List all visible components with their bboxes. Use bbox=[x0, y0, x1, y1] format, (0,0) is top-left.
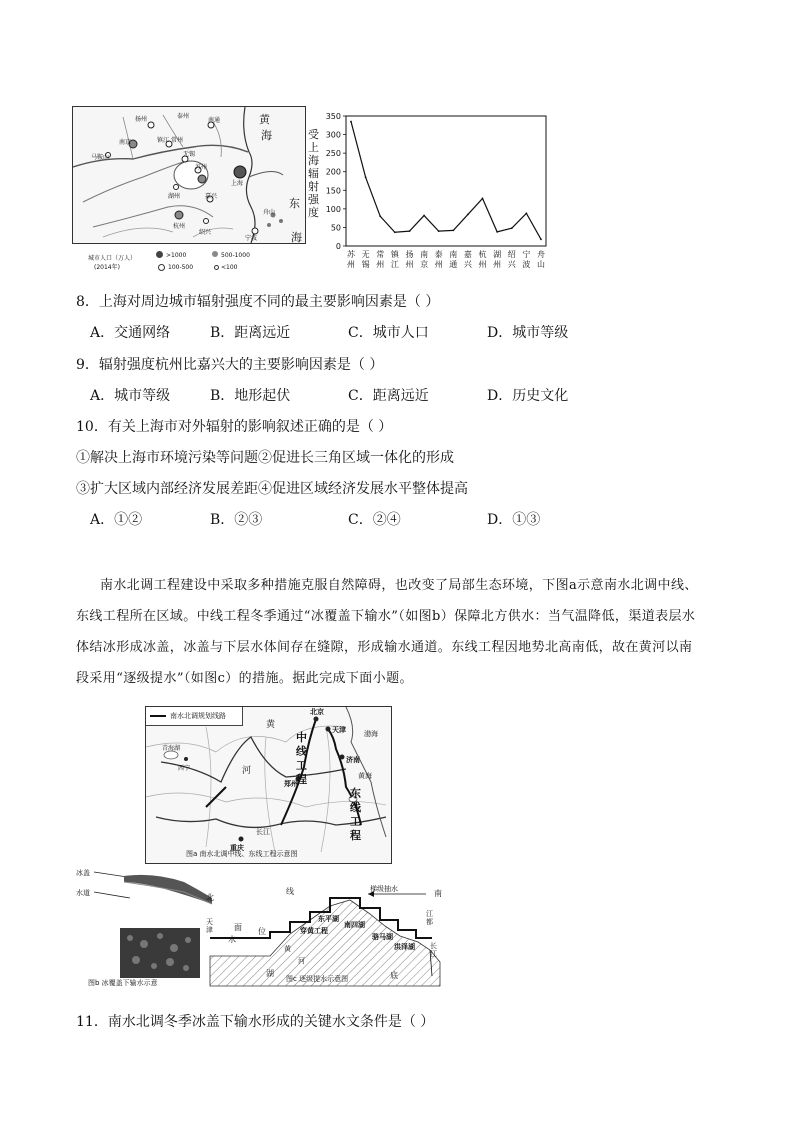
question-10-stem: 10．有关上海市对外辐射的影响叙述正确的是（ ） bbox=[76, 419, 393, 435]
chart-svg bbox=[306, 108, 556, 278]
water-diversion-map bbox=[145, 706, 392, 864]
x-tick-label: 镇 bbox=[390, 250, 399, 259]
question-10-statements-2: ③扩大区域内部经济发展差距④促进区域经济发展水平整体提高 bbox=[76, 481, 468, 497]
sea-label-hai2: 海 bbox=[291, 231, 302, 244]
x-tick-label: 通 bbox=[449, 260, 458, 269]
fig-c-label: 位 bbox=[258, 927, 266, 936]
map2-legend-label: 南水北调规划线路 bbox=[170, 712, 226, 720]
ice-label: 冰盖 bbox=[76, 869, 90, 877]
data-line bbox=[351, 122, 541, 240]
x-tick-label: 湖 bbox=[493, 250, 502, 259]
x-tick-label: 州 bbox=[347, 260, 355, 269]
x-tick-label: 泰 bbox=[434, 250, 443, 259]
fig-c-caption: 图c 逐级提水示意图 bbox=[286, 975, 349, 983]
q8-option-a[interactable]: A．交通网络 bbox=[90, 325, 171, 341]
q10-option-c[interactable]: C．②④ bbox=[348, 512, 401, 528]
passage-line-3: 体结冰形成冰盖，冰盖与下层水体间存在缝隙，形成输水通道。东线工程因地势北高南低，故在黄河以南 bbox=[76, 640, 693, 655]
legend-item: >1000 bbox=[166, 252, 187, 259]
q8-option-b[interactable]: B．距离远近 bbox=[210, 325, 291, 341]
y-tick-label: 350 bbox=[325, 112, 341, 121]
x-tick-label: 苏 bbox=[347, 250, 355, 259]
ice-cover-svg bbox=[74, 864, 214, 990]
x-tick-label: 南 bbox=[420, 250, 429, 259]
city-label: 上海 bbox=[231, 180, 244, 187]
q10-option-d[interactable]: D．①③ bbox=[487, 512, 541, 528]
y-tick-label: 200 bbox=[325, 167, 341, 177]
city-label: 绍兴 bbox=[199, 229, 212, 236]
fig-c-label: 长江 bbox=[430, 942, 437, 958]
fig-c-label: 洪泽湖 bbox=[394, 942, 415, 951]
x-tick-label: 州 bbox=[405, 260, 414, 269]
x-tick-label: 京 bbox=[420, 260, 429, 269]
city-label: 扬州 bbox=[135, 116, 148, 123]
q9-option-a[interactable]: A．城市等级 bbox=[90, 388, 171, 404]
city-label: 舟山 bbox=[263, 209, 276, 216]
chart-plot-frame bbox=[346, 116, 546, 246]
data-point bbox=[350, 121, 352, 123]
data-point bbox=[540, 238, 542, 240]
data-point bbox=[482, 198, 484, 200]
data-point bbox=[511, 227, 513, 229]
y-tick-label: 0 bbox=[335, 242, 341, 251]
data-point bbox=[467, 214, 469, 216]
q9-option-d[interactable]: D．历史文化 bbox=[487, 388, 569, 404]
y-tick-label: 300 bbox=[325, 130, 341, 140]
channel-label: 水道 bbox=[76, 889, 90, 897]
passage-line-1: 南水北调工程建设中采取多种措施克服自然障碍，也改变了局部生态环境，下图a示意南水北调中线、 bbox=[100, 578, 698, 593]
stepwise-lift-figure bbox=[200, 876, 452, 994]
legend-title: 城市人口（万人） bbox=[88, 255, 137, 262]
y-tick-label: 100 bbox=[325, 204, 341, 214]
fig-c-label: 底 bbox=[390, 971, 398, 980]
fig-c-label: 南四湖 bbox=[344, 920, 365, 929]
q9-option-c[interactable]: C．距离远近 bbox=[348, 388, 429, 404]
x-tick-label: 波 bbox=[522, 260, 531, 269]
x-tick-label: 兴 bbox=[507, 260, 516, 269]
city-label: 苏州 bbox=[195, 164, 208, 171]
yangtze-delta-map bbox=[72, 106, 306, 244]
map2-label: 济南 bbox=[346, 755, 360, 764]
map2-label: 天津 bbox=[332, 725, 346, 734]
q10-option-a[interactable]: A．①② bbox=[90, 512, 143, 528]
y-tick-label: 250 bbox=[325, 149, 341, 159]
legend-dot-tiny bbox=[214, 265, 219, 270]
x-tick-label: 无 bbox=[361, 250, 370, 259]
q8-option-d[interactable]: D．城市等级 bbox=[487, 325, 569, 341]
city-label: 南通 bbox=[208, 117, 221, 124]
city-label: 无锡 bbox=[183, 151, 196, 158]
city-label: 常州 bbox=[171, 137, 184, 144]
x-tick-label: 江 bbox=[390, 260, 399, 269]
map2-label: 重庆 bbox=[230, 843, 244, 852]
data-point bbox=[423, 215, 425, 217]
x-tick-label: 常 bbox=[376, 250, 385, 259]
map2-label: 郑州 bbox=[284, 779, 298, 788]
city-label: 嘉兴 bbox=[205, 193, 218, 200]
map2-label: 渤海 bbox=[364, 730, 378, 738]
ice-cover-figure bbox=[74, 864, 214, 990]
map2-label: 黄 bbox=[266, 720, 276, 730]
q9-option-b[interactable]: B．地形起伏 bbox=[210, 388, 291, 404]
data-point bbox=[379, 215, 381, 217]
city-label: 镇江 bbox=[157, 137, 170, 144]
fig-c-label: 湖 bbox=[266, 969, 274, 978]
map2-label: 河 bbox=[242, 766, 252, 776]
question-8-stem: 8．上海对周边城市辐射强度不同的最主要影响因素是（ ） bbox=[76, 294, 440, 310]
legend-item: 100-500 bbox=[168, 264, 194, 271]
chart-ylabel: 受上海辐射强度 bbox=[308, 128, 319, 219]
map2-caption: 图a 南水北调中线、东线工程示意图 bbox=[186, 850, 298, 858]
legend-dot-medium bbox=[212, 251, 218, 257]
sea-label-dong: 东 bbox=[289, 197, 300, 210]
fig-c-label: 穿黄工程 bbox=[300, 926, 328, 935]
data-point bbox=[496, 231, 498, 233]
question-10-statements-1: ①解决上海市环境污染等问题②促进长三角区域一体化的形成 bbox=[76, 450, 454, 466]
map2-label: 西宁 bbox=[178, 765, 191, 772]
x-tick-label: 舟 bbox=[537, 250, 545, 259]
data-point bbox=[409, 230, 411, 232]
map2-legend bbox=[146, 707, 243, 726]
question-11-stem: 11．南水北调冬季冰盖下输水形成的关键水文条件是（ ） bbox=[76, 1014, 435, 1030]
map2-label: 青海湖 bbox=[162, 745, 181, 752]
fig-c-label: 河 bbox=[298, 957, 305, 965]
x-tick-label: 州 bbox=[434, 260, 443, 269]
middle-route-label: 中线工程 bbox=[296, 731, 307, 786]
map2-label: 黄海 bbox=[358, 772, 372, 780]
x-tick-label: 扬 bbox=[405, 250, 414, 259]
fig-c-label: 江都 bbox=[426, 910, 433, 926]
passage-line-4: 段采用“逐级提水”（如图c）的措施。据此完成下面小题。 bbox=[76, 671, 413, 686]
city-label: 南京 bbox=[119, 139, 132, 146]
population-legend bbox=[88, 250, 308, 276]
sea-label-hai: 海 bbox=[261, 129, 272, 142]
eastern-route-label: 东线工程 bbox=[350, 787, 361, 842]
pump-label: 梯级抽水 bbox=[370, 885, 398, 893]
sea-label-yellow: 黄 bbox=[259, 113, 270, 126]
fig-c-label: 天津 bbox=[206, 918, 213, 934]
fig-b-caption: 图b 冰覆盖下输水示意 bbox=[88, 979, 158, 987]
data-point bbox=[394, 231, 396, 233]
y-tick-label: 50 bbox=[330, 223, 341, 233]
legend-dot-large bbox=[156, 251, 163, 258]
x-tick-label: 州 bbox=[493, 260, 502, 269]
x-tick-label: 兴 bbox=[463, 260, 472, 269]
question-9-stem: 9．辐射强度杭州比嘉兴大的主要影响因素是（ ） bbox=[76, 357, 384, 373]
city-label: 杭州 bbox=[173, 223, 186, 230]
south-label: 南 bbox=[434, 889, 442, 898]
fig-c-label: 骆马湖 bbox=[372, 932, 393, 941]
legend-year: (2014年) bbox=[94, 264, 120, 271]
city-label: 湖州 bbox=[168, 193, 181, 200]
x-tick-label: 山 bbox=[537, 260, 545, 269]
legend-item: 500-1000 bbox=[221, 252, 250, 259]
x-tick-label: 杭 bbox=[478, 250, 487, 259]
legend-dot-small bbox=[158, 264, 165, 271]
city-label: 泰州 bbox=[177, 113, 190, 120]
fig-c-label: 线 bbox=[286, 887, 294, 896]
data-point bbox=[525, 212, 527, 214]
fig-c-label: 面 bbox=[234, 923, 242, 932]
data-point bbox=[452, 230, 454, 232]
radiation-chart bbox=[306, 108, 556, 278]
fig-c-label: 水 bbox=[228, 935, 236, 944]
y-tick-label: 150 bbox=[325, 186, 341, 196]
map2-label: 北京 bbox=[310, 707, 324, 716]
q8-option-c[interactable]: C．城市人口 bbox=[348, 325, 429, 341]
data-point bbox=[438, 230, 440, 232]
x-tick-label: 州 bbox=[376, 260, 385, 269]
fig-c-label: 东平湖 bbox=[318, 914, 339, 923]
legend-item: <100 bbox=[221, 264, 238, 271]
route-line-swatch bbox=[150, 715, 166, 717]
city-label: 宁波 bbox=[245, 235, 258, 242]
data-point bbox=[365, 176, 367, 178]
x-tick-label: 南 bbox=[449, 250, 458, 259]
passage-line-2: 东线工程所在区域。中线工程冬季通过“冰覆盖下输水”（如图b）保障北方供水：当气温降低，渠道表层水 bbox=[76, 609, 696, 624]
x-tick-label: 嘉 bbox=[463, 250, 472, 259]
x-tick-label: 锡 bbox=[361, 260, 370, 269]
fig-c-label: 黄 bbox=[284, 945, 291, 953]
city-label: 马鞍山 bbox=[91, 154, 110, 161]
x-tick-label: 州 bbox=[478, 260, 487, 269]
map2-label: 长江 bbox=[256, 828, 270, 836]
north-label: 北 bbox=[206, 893, 214, 902]
q10-option-b[interactable]: B．②③ bbox=[210, 512, 263, 528]
x-tick-label: 宁 bbox=[522, 250, 531, 259]
x-tick-label: 绍 bbox=[507, 250, 516, 259]
